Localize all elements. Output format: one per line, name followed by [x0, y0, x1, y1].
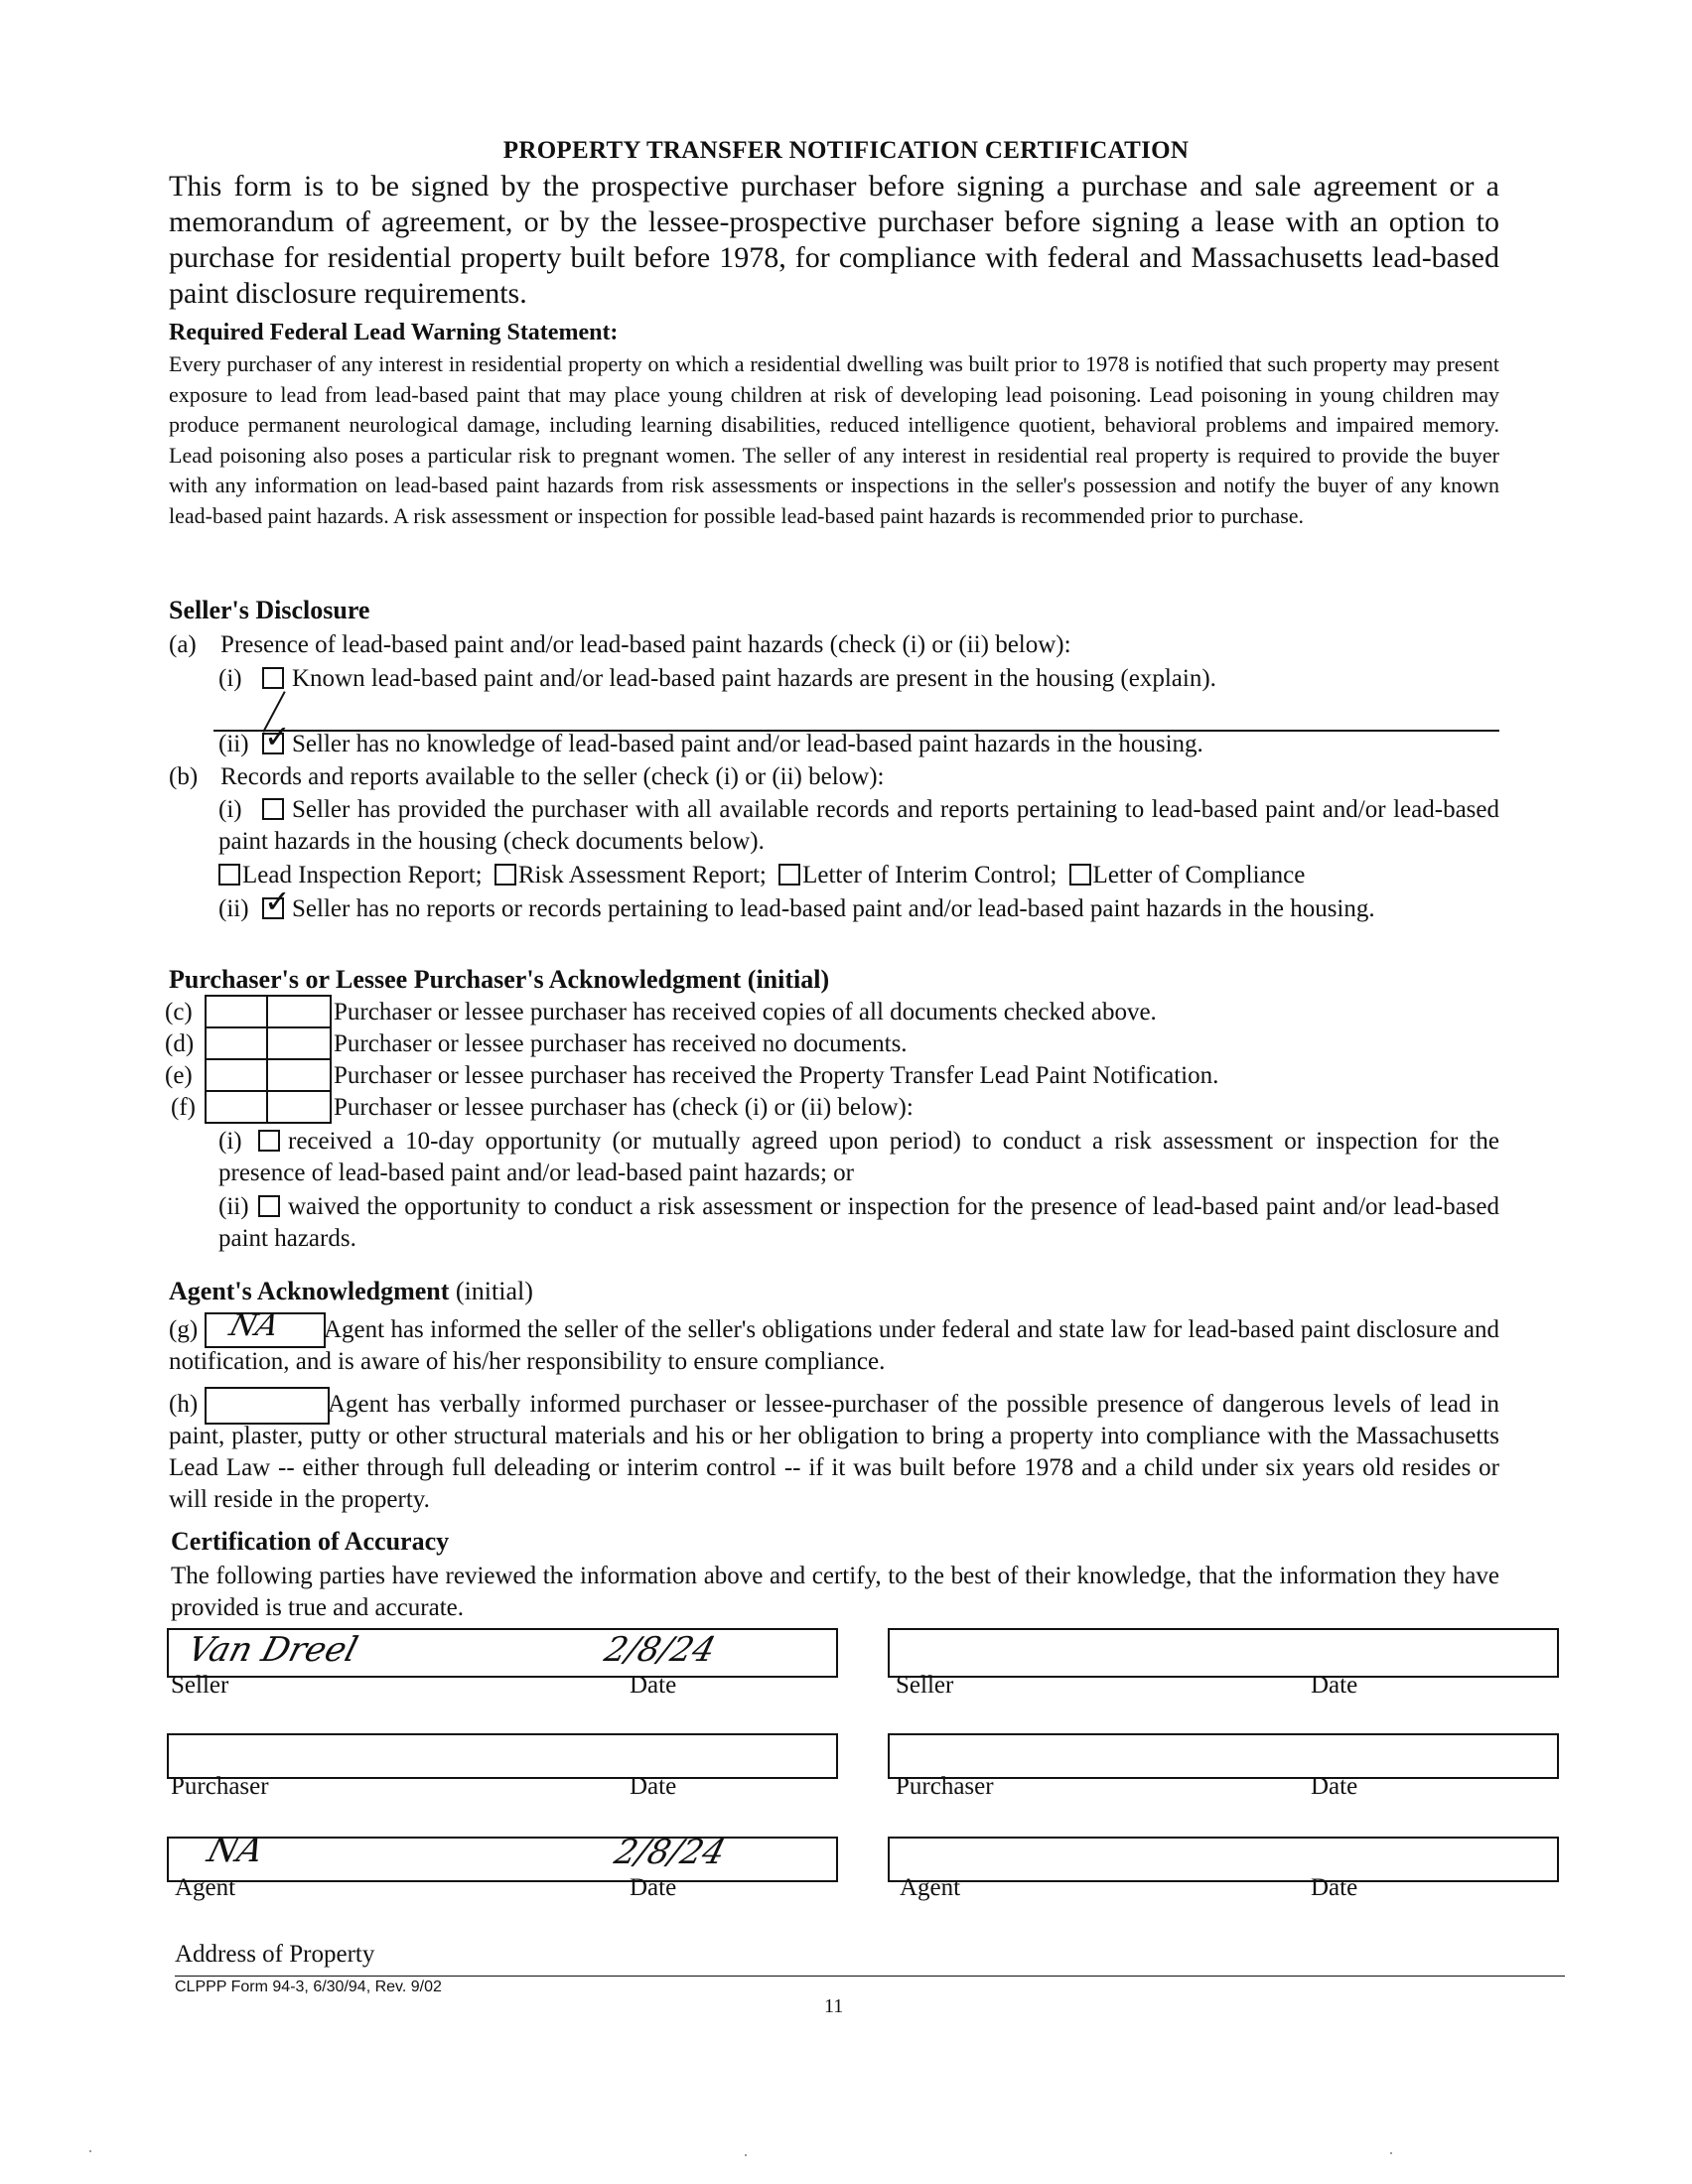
address-line[interactable] — [175, 1976, 1565, 1977]
purchaser-e-initial-1[interactable] — [205, 1058, 270, 1092]
doc-risk-assessment-label: Risk Assessment Report; — [517, 862, 767, 888]
agent-signature-field-left[interactable] — [167, 1831, 838, 1882]
page-number: 11 — [824, 1995, 844, 2017]
seller-signature-field-right[interactable] — [888, 1628, 1559, 1678]
agent-date-value: 2/8/24 — [610, 1833, 730, 1872]
seller-a-ii-row — [218, 729, 1203, 760]
purchaser-f-ii-checkbox[interactable] — [258, 1195, 280, 1217]
purchaser-f-i-checkbox[interactable] — [258, 1130, 280, 1152]
doc-lead-inspection-label: Lead Inspection Report; — [242, 862, 483, 888]
agent-g-text: Agent has informed the seller of the seller's obligations under federal and state law for lead-based paint disclosure and notification, and is aware of his/her responsibility to ensure compliance. — [169, 1316, 1499, 1375]
doc-interim-control-label: Letter of Interim Control; — [802, 862, 1058, 888]
doc-risk-assessment-checkbox[interactable] — [494, 864, 516, 886]
purchaser-c-initial-2[interactable] — [266, 995, 332, 1028]
agent-h-label: (h) — [169, 1391, 199, 1418]
address-label: Address of Property — [175, 1941, 375, 1968]
purchaser-d-text: Purchaser or lessee purchaser has received no documents. — [334, 1030, 908, 1057]
purchaser-f-text: Purchaser or lessee purchaser has (check (i) or (ii) below): — [334, 1094, 914, 1121]
purchaser-f-label: (f) — [171, 1094, 196, 1121]
certification-text: The following parties have reviewed the information above and certify, to the best of their knowledge, that the information they have provided is true and accurate. — [171, 1563, 1499, 1621]
certification-heading: Certification of Accuracy — [171, 1527, 450, 1556]
seller-signature: Van Dreel — [183, 1630, 362, 1670]
seller-b-i-label: (i) — [218, 796, 242, 823]
purchaser-f-i-row — [218, 1126, 1499, 1189]
seller-a-i-text: Known lead-based paint and/or lead-based paint hazards are present in the housing (explain). — [292, 665, 1216, 692]
purchaser-date-caption-left: Date — [630, 1773, 677, 1800]
doc-interim-control-checkbox[interactable] — [778, 864, 800, 886]
seller-date-value: 2/8/24 — [600, 1630, 720, 1670]
seller-b-text: Records and reports available to the seller (check (i) or (ii) below): — [220, 763, 885, 790]
scan-speck — [1390, 2152, 1392, 2154]
agent-ack-heading-suffix: (initial) — [455, 1277, 533, 1305]
seller-b-ii-text: Seller has no reports or records pertaining to lead-based paint and/or lead-based paint hazards in the housing. — [292, 895, 1375, 922]
purchaser-ack-heading: Purchaser's or Lessee Purchaser's Acknowledgment (initial) — [169, 965, 830, 994]
purchaser-date-caption-right: Date — [1311, 1773, 1358, 1800]
doc-compliance-checkbox[interactable] — [1069, 864, 1091, 886]
agent-caption-right: Agent — [900, 1874, 961, 1901]
seller-b-label: (b) — [169, 763, 199, 790]
purchaser-f-i-label: (i) — [218, 1128, 242, 1155]
seller-b-i-row — [218, 794, 1499, 858]
seller-a-row — [169, 629, 1071, 661]
agent-g-label: (g) — [169, 1316, 199, 1343]
warning-heading: Required Federal Lead Warning Statement: — [169, 320, 619, 345]
agent-signature-field-right[interactable] — [888, 1837, 1559, 1882]
purchaser-f-i-text: received a 10-day opportunity (or mutually agreed upon period) to conduct a risk assessment or inspection for the presence of lead-based paint and/or lead-based paint hazards; or — [218, 1128, 1499, 1186]
page-title: PROPERTY TRANSFER NOTIFICATION CERTIFICATION — [502, 137, 1190, 164]
agent-ack-heading-row — [169, 1277, 533, 1306]
scan-speck — [89, 2150, 91, 2152]
seller-b-i-checkbox[interactable] — [262, 798, 284, 820]
seller-signature-field-left[interactable] — [167, 1628, 838, 1678]
agent-signature: NA — [203, 1831, 268, 1870]
purchaser-f-initial-1[interactable] — [205, 1090, 270, 1124]
purchaser-d-initial-2[interactable] — [266, 1026, 332, 1060]
seller-date-caption-left: Date — [630, 1672, 677, 1699]
purchaser-e-initial-2[interactable] — [266, 1058, 332, 1092]
warning-text: Every purchaser of any interest in residential property on which a residential dwelling was built prior to 1978 is notified that such property may present exposure to lead from lead-based paint that may place young children at risk of developing lead poisoning. Lead poisoning in young children may produce permanent neurological damage, including learning disabilities, reduced intelligence quotient, behavioral problems and impaired memory. Lead poisoning also poses a particular risk to pregnant women. The seller of any interest in residential real property is required to provide the buyer with any information on lead-based paint hazards from risk assessments or inspections in the seller's possession and notify the buyer of any known lead-based paint hazards. A risk assessment or inspection for possible lead-based paint hazards is recommended prior to purchase. — [169, 351, 1499, 528]
seller-a-ii-text: Seller has no knowledge of lead-based paint and/or lead-based paint hazards in the housing. — [292, 731, 1203, 757]
purchaser-f-ii-row — [218, 1191, 1499, 1255]
seller-a-ii-label: (ii) — [218, 731, 249, 757]
seller-a-label: (a) — [169, 631, 197, 658]
seller-b-ii-label: (ii) — [218, 895, 249, 922]
documents-row — [218, 860, 1305, 891]
agent-date-caption-left: Date — [630, 1874, 677, 1901]
seller-disclosure-heading: Seller's Disclosure — [169, 596, 370, 624]
seller-a-text: Presence of lead-based paint and/or lead-based paint hazards (check (i) or (ii) below): — [220, 631, 1071, 658]
agent-ack-heading: Agent's Acknowledgment — [169, 1277, 450, 1305]
purchaser-d-label: (d) — [165, 1030, 195, 1057]
seller-b-ii-checkbox[interactable] — [262, 897, 284, 919]
purchaser-f-ii-text: waived the opportunity to conduct a risk assessment or inspection for the presence of lead-based paint and/or lead-based paint hazards. — [218, 1193, 1499, 1252]
seller-b-row — [169, 761, 884, 793]
seller-b-i-text: Seller has provided the purchaser with all available records and reports pertaining to lead-based paint and/or lead-based paint hazards in the housing (check documents below). — [218, 796, 1499, 855]
seller-caption-left: Seller — [171, 1672, 229, 1699]
seller-b-ii-row — [218, 893, 1499, 925]
form-id: CLPPP Form 94-3, 6/30/94, Rev. 9/02 — [175, 1979, 442, 1995]
purchaser-caption-right: Purchaser — [896, 1773, 994, 1800]
seller-a-i-row — [218, 663, 1216, 695]
purchaser-c-initial-1[interactable] — [205, 995, 270, 1028]
purchaser-c-text: Purchaser or lessee purchaser has received copies of all documents checked above. — [334, 999, 1157, 1025]
purchaser-f-ii-label: (ii) — [218, 1193, 249, 1220]
purchaser-c-label: (c) — [165, 999, 193, 1025]
purchaser-f-initial-2[interactable] — [266, 1090, 332, 1124]
seller-date-caption-right: Date — [1311, 1672, 1358, 1699]
seller-a-i-label: (i) — [218, 665, 242, 692]
doc-compliance-label: Letter of Compliance — [1092, 862, 1306, 888]
seller-a-i-checkbox[interactable] — [262, 667, 284, 689]
agent-h-text: Agent has verbally informed purchaser or lessee-purchaser of the possible presence of dangerous levels of lead in paint, plaster, putty or other structural materials and his or her obligation to bring a property into compliance with the Massachusetts Lead Law -- either through full deleading or interim control -- if it was built before 1978 and a child under six years old resides or will reside in the property. — [169, 1391, 1499, 1513]
agent-date-caption-right: Date — [1311, 1874, 1358, 1901]
agent-caption-left: Agent — [175, 1874, 236, 1901]
scan-speck — [745, 2154, 747, 2156]
purchaser-caption-left: Purchaser — [171, 1773, 269, 1800]
purchaser-e-text: Purchaser or lessee purchaser has received the Property Transfer Lead Paint Notification. — [334, 1062, 1219, 1089]
seller-a-ii-checkbox[interactable] — [262, 733, 284, 754]
agent-g-initials: NA — [225, 1308, 283, 1343]
seller-caption-right: Seller — [896, 1672, 954, 1699]
purchaser-e-label: (e) — [165, 1062, 193, 1089]
doc-lead-inspection-checkbox[interactable] — [218, 864, 240, 886]
purchaser-d-initial-1[interactable] — [205, 1026, 270, 1060]
intro-paragraph: This form is to be signed by the prospective purchaser before signing a purchase and sale agreement or a memorandum of agreement, or by the lessee-prospective purchaser before signing a lease with an option to purchase for residential property built before 1978, for compliance with federal and Massachusetts lead-based paint disclosure requirements. — [169, 170, 1499, 310]
